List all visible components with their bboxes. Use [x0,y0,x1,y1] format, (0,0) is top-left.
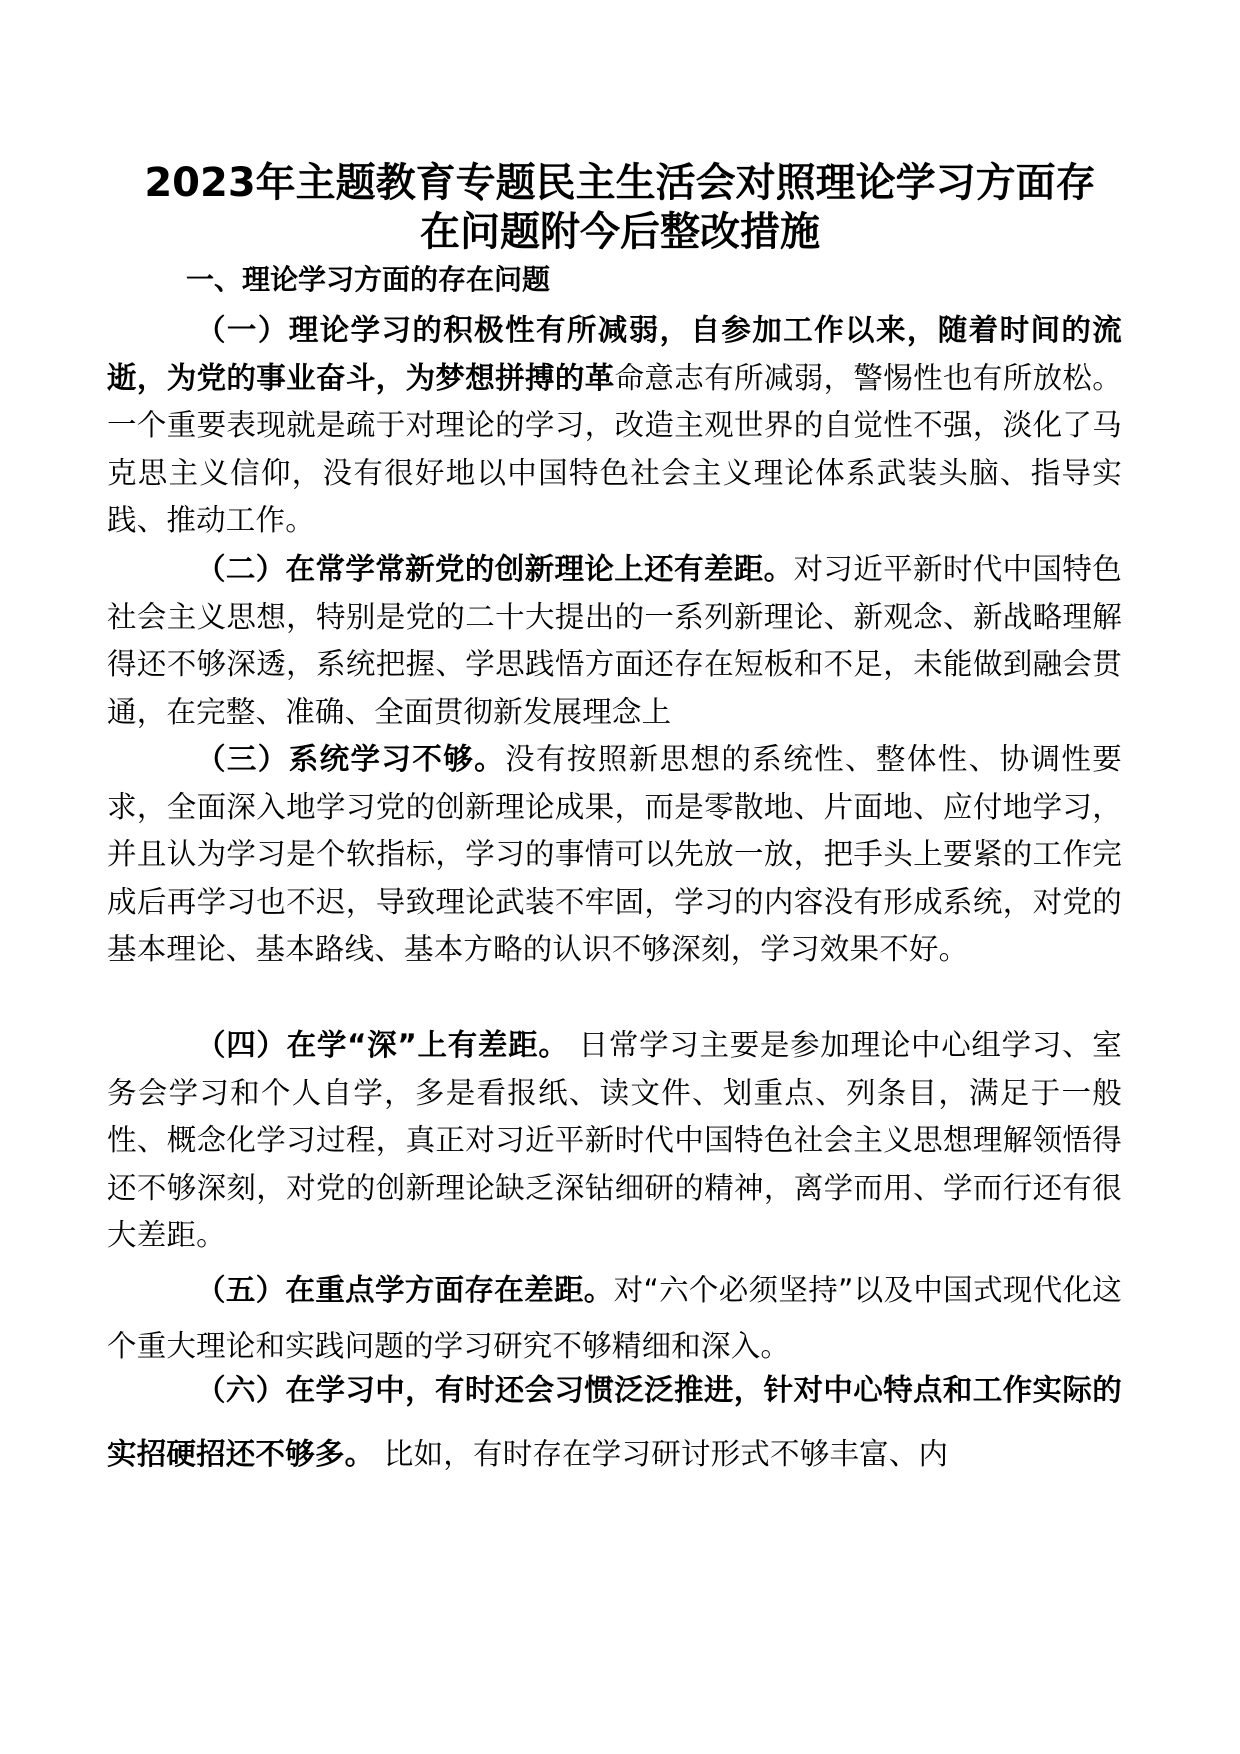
paragraph-2-lead: （二）在常学常新党的创新理论上还有差距。 [196,552,794,586]
paragraph-2-body: 对习近平新时代中国特色社会主义思想，特别是党的二十大提出的一系列新理论、新观念、新战略理解得还不够深透，系统把握、学思践悟方面还存在短板和不足，未能做到融会贯通，在完整、准确、全面贯彻新发展理念上 [107,552,1122,729]
paragraph-5-body: 对“六个必须坚持”以及中国式现代化这个重大理论和实践问题的学习研究不够精细和深入。 [107,1273,1122,1363]
paragraph-5-lead: （五）在重点学方面存在差距。 [196,1273,614,1307]
paragraph-1-body: 命意志有所减弱，警惕性也有所放松。一个重要表现就是疏于对理论的学习，改造主观世界的自觉性不强，淡化了马克思主义信仰，没有很好地以中国特色社会主义理论体系武装头脑、指导实践、推动工作。 [107,360,1122,537]
paragraph-3-body: 没有按照新思想的系统性、整体性、协调性要求，全面深入地学习党的创新理论成果，而是零散地、片面地、应付地学习，并且认为学习是个软指标，学习的事情可以先放一放，把手头上要紧的工作完成后再学习也不迟，导致理论武装不牢固，学习的内容没有形成系统，对党的基本理论、基本路线、基本方略的认识不够深刻，学习效果不好。 [107,742,1122,966]
paragraph-4-body: 日常学习主要是参加理论中心组学习、室务会学习和个人自学，多是看报纸、读文件、划重点、列条目，满足于一般性、概念化学习过程，真正对习近平新时代中国特色社会主义思想理解领悟得还不够深刻，对党的创新理论缺乏深钻细研的精神，离学而用、学而行还有很大差距。 [107,1028,1122,1252]
paragraph-4 [107,1022,1122,1260]
document-title-line-1: 2023年主题教育专题民主生活会对照理论学习方面存 [144,160,1096,206]
document-title-line-2: 在问题附今后整改措施 [420,209,820,255]
paragraph-6-body: 比如，有时存在学习研讨形式不够丰富、内 [374,1437,949,1471]
paragraph-4-lead: （四）在学“深”上有差距。 [196,1028,569,1062]
paragraph-1-lead: （一）理论学习的积极性有所减弱，自参加工作以来，随着时间的流逝，为党的事业奋斗，为梦想拼搏的革 [107,313,1122,395]
section-heading: 一、理论学习方面的存在问题 [186,263,551,296]
paragraph-1 [107,307,1122,545]
paragraph-6-lead: （六）在学习中，有时还会习惯泛泛推进，针对中心特点和工作实际的实招硬招还不够多。 [107,1373,1122,1471]
paragraph-3 [107,736,1122,974]
paragraph-2 [107,546,1122,736]
paragraph-3-lead: （三）系统学习不够。 [196,742,506,776]
paragraph-6 [107,1358,1122,1486]
